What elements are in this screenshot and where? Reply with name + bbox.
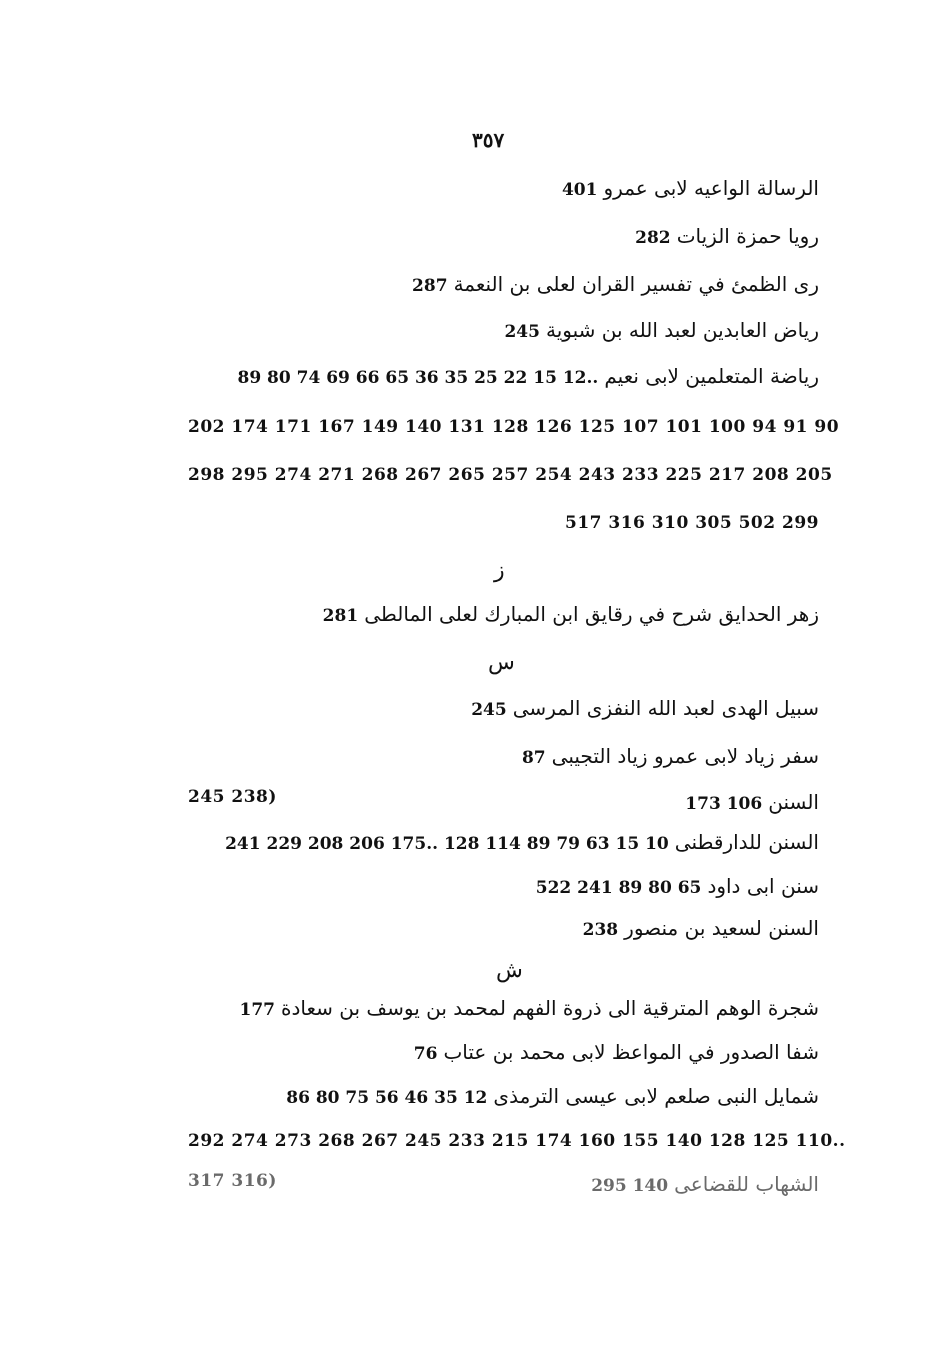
entry-pages: 173 106 bbox=[685, 794, 763, 814]
entry-pages: 238 bbox=[582, 920, 619, 940]
entry-pages: 295 140 bbox=[591, 1176, 669, 1196]
entry-line bbox=[591, 1172, 819, 1198]
entry-line bbox=[239, 996, 819, 1022]
continuation-line bbox=[188, 1128, 845, 1153]
section-letter: س bbox=[488, 650, 515, 675]
entry-title: شفا الصدور في المواعظ لابى محمد بن عتاب bbox=[443, 1040, 819, 1064]
entry-pages: 282 bbox=[635, 228, 671, 248]
entry-title: الشهاب للقضاعى bbox=[674, 1172, 819, 1196]
entry-pages: 89 80 74 69 66 65 36 35 25 22 15 12.. bbox=[237, 368, 599, 388]
entry-line bbox=[414, 1040, 819, 1066]
continuation-line bbox=[565, 510, 819, 535]
entry-pages: 87 bbox=[521, 748, 546, 768]
entry-line bbox=[583, 916, 819, 942]
entry-pages: 517 316 310 305 502 299 bbox=[564, 513, 819, 533]
entry-title: الرسالة الواعيه لابى عمرو bbox=[603, 176, 819, 200]
entry-pages: 292 274 273 268 267 245 233 215 174 160 155 140 128 125 110.. bbox=[188, 1131, 846, 1151]
entry-pages: 287 bbox=[412, 276, 448, 296]
entry-pages: 401 bbox=[561, 180, 598, 200]
entry-title: شجرة الوهم المترقية الى ذروة الفهم لمحمد بن يوسف بن سعادة bbox=[281, 996, 819, 1020]
section-letter: ز bbox=[494, 558, 505, 583]
bracket-note bbox=[188, 784, 277, 809]
entry-pages: 281 bbox=[322, 606, 359, 626]
entry-title: رياض العابدين لعبد الله بن شبوية bbox=[545, 318, 819, 342]
entry-pages: 522 241 89 80 65 bbox=[535, 878, 702, 898]
entry-title: زهر الحدايق شرح في رقايق ابن المبارك لعلى المالطى bbox=[364, 602, 819, 626]
entry-title: رياضة المتعلمين لابى نعيم bbox=[604, 364, 819, 388]
entry-pages: 241 229 208 206 175.. 128 114 89 79 63 15 10 bbox=[225, 834, 669, 854]
entry-title: سبيل الهدى لعبد الله النفزى المرسى bbox=[512, 696, 819, 720]
entry-pages: 298 295 274 271 268 267 265 257 254 243 233 225 217 208 205 bbox=[188, 465, 833, 485]
entry-title: شمايل النبى صلعم لابى عيسى الترمذى bbox=[493, 1084, 819, 1108]
entry-title: سنن ابى داود bbox=[707, 874, 819, 898]
section-letter: ش bbox=[496, 958, 523, 983]
entry-pages: 76 bbox=[413, 1044, 438, 1064]
entry-title: السنن للدارقطنى bbox=[674, 830, 819, 854]
entry-pages: 245 bbox=[504, 322, 540, 342]
entry-line bbox=[635, 224, 819, 250]
entry-pages-extra: 245 238) bbox=[188, 787, 277, 807]
entry-pages: 86 80 75 56 46 35 12 bbox=[286, 1088, 488, 1108]
entry-title: السنن bbox=[768, 790, 819, 814]
bracket-note bbox=[188, 1168, 277, 1193]
entry-title: سفر زياد لابى عمرو زياد التجيبى bbox=[551, 744, 819, 768]
entry-line bbox=[412, 272, 819, 298]
entry-line bbox=[225, 830, 819, 856]
entry-title: رويا حمزة الزيات bbox=[676, 224, 819, 248]
entry-pages: 177 bbox=[239, 1000, 275, 1020]
entry-line bbox=[504, 318, 819, 344]
continuation-line bbox=[188, 414, 839, 439]
continuation-line bbox=[188, 462, 833, 487]
entry-line bbox=[237, 364, 819, 390]
entry-line bbox=[562, 176, 819, 202]
entry-line bbox=[286, 1084, 819, 1110]
entry-pages: 245 bbox=[471, 700, 507, 720]
entry-pages: 202 174 171 167 149 140 131 128 126 125 107 101 100 94 91 90 bbox=[188, 417, 840, 437]
entry-line bbox=[471, 696, 819, 722]
entry-title: السنن لسعيد بن منصور bbox=[624, 916, 819, 940]
entry-line bbox=[536, 874, 819, 900]
entry-title: رى الظمئ في تفسير القران لعلى بن النعمة bbox=[453, 272, 819, 296]
entry-line bbox=[522, 744, 819, 770]
entry-pages-extra: 317 316) bbox=[188, 1171, 277, 1191]
entry-line bbox=[685, 790, 819, 816]
page-number: ٣٥٧ bbox=[472, 128, 505, 152]
entry-line bbox=[323, 602, 819, 628]
